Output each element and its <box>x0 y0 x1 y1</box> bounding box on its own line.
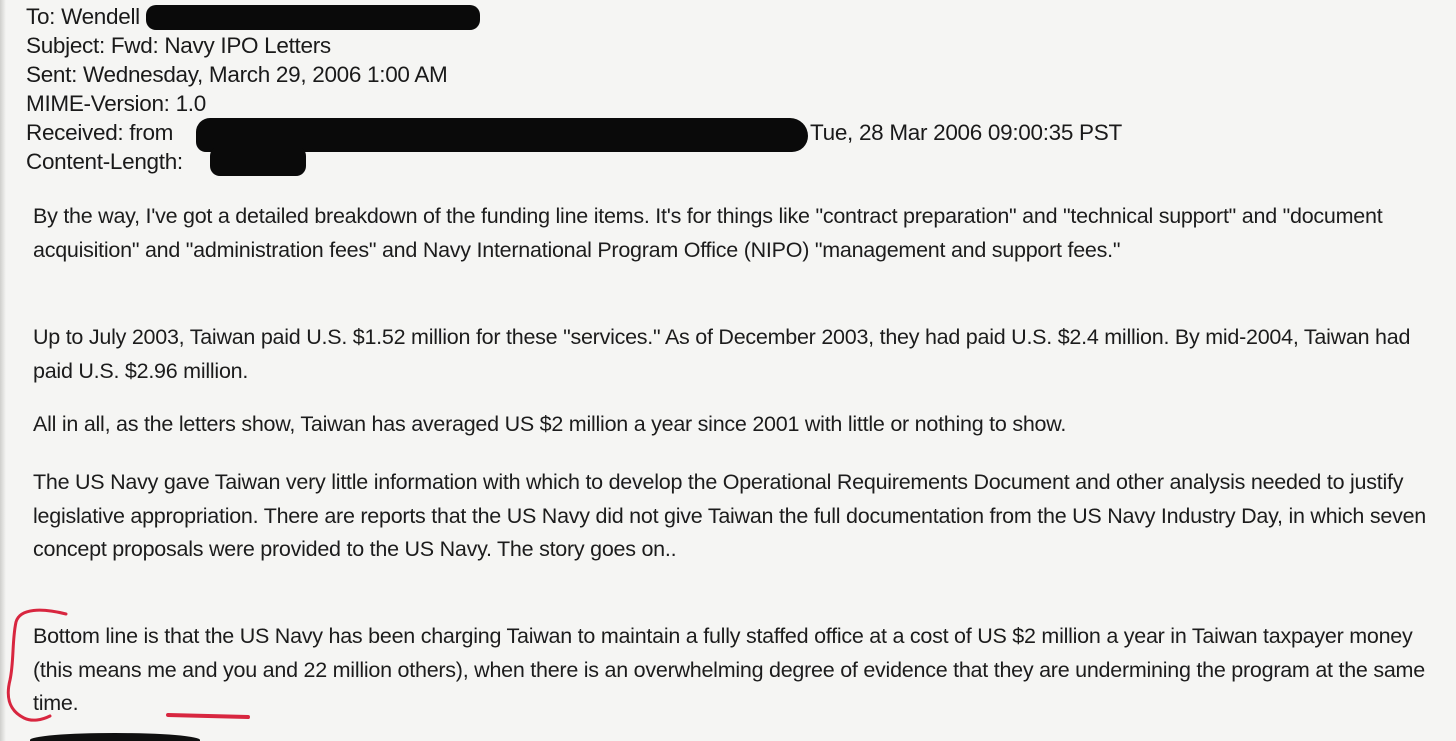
body-paragraph-2: Up to July 2003, Taiwan paid U.S. $1.52 million for these "services." As of December 2003, they had paid U.S. $2.4 million. By mid-2004, Taiwan had paid U.S. $2.96 million. <box>33 325 1411 383</box>
body-paragraph-3: All in all, as the letters show, Taiwan has averaged US $2 million a year since 2001 with little or nothing to show. <box>33 412 1067 436</box>
header-sent: Sent: Wednesday, March 29, 2006 1:00 AM <box>26 62 448 87</box>
body-paragraph-5: Bottom line is that the US Navy has been charging Taiwan to maintain a fully staffed office at a cost of US $2 million a year in Taiwan taxpayer money (this means me and you and 22 million others), when there is an overwhelming degree of evidence that they are undermining the program at the same time. <box>33 624 1425 715</box>
redaction-bottom-edge <box>30 733 200 741</box>
redaction-to <box>146 5 480 30</box>
header-received-date: Tue, 28 Mar 2006 09:00:35 PST <box>810 120 1122 145</box>
redaction-content-length <box>210 146 306 176</box>
header-subject: Subject: Fwd: Navy IPO Letters <box>26 33 331 58</box>
header-content-length: Content-Length: <box>26 149 183 174</box>
body-paragraph-1: By the way, I've got a detailed breakdown of the funding line items. It's for things like "contract preparation" and "technical support" and "document acquisition" and "administration fees" and Navy International Program Office (NIPO) "management and support fees." <box>33 204 1383 262</box>
body-paragraph-4: The US Navy gave Taiwan very little information with which to develop the Operational Requirements Document and other analysis needed to justify legislative appropriation. There are reports that the US Navy did not give Taiwan the full documentation from the US Navy Industry Day, in which seven concept proposals were provided to the US Navy. The story goes on.. <box>33 470 1426 561</box>
header-mime-version: MIME-Version: 1.0 <box>26 91 206 116</box>
header-received-prefix: Received: from <box>26 120 174 145</box>
red-ink-bracket <box>2 600 72 730</box>
header-to: To: Wendell <box>26 4 140 29</box>
